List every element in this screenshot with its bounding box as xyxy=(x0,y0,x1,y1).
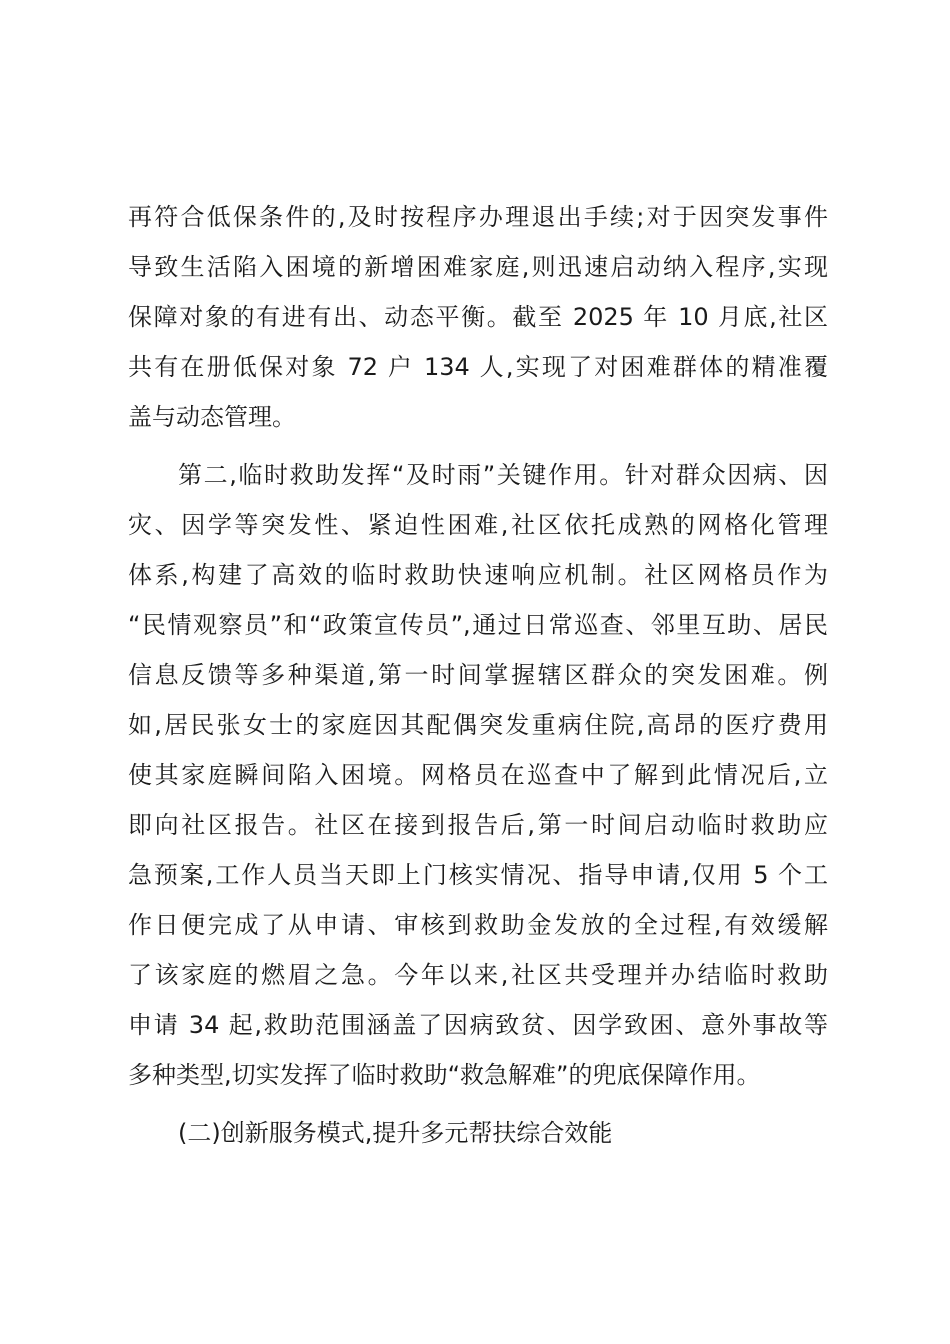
text-line: 共有在册低保对象 72 户 134 人,实现了对困难群体的精准覆 xyxy=(128,353,828,381)
text-line: 灾、因学等突发性、紧迫性困难,社区依托成熟的网格化管理 xyxy=(128,511,828,539)
text-line: 第二,临时救助发挥“及时雨”关键作用。针对群众因病、因 xyxy=(178,461,828,489)
text-line: “民情观察员”和“政策宣传员”,通过日常巡查、邻里互助、居民 xyxy=(128,611,828,639)
text-line: 即向社区报告。社区在接到报告后,第一时间启动临时救助应 xyxy=(128,811,828,839)
text-line: 急预案,工作人员当天即上门核实情况、指导申请,仅用 5 个工 xyxy=(128,861,828,889)
text-line: 作日便完成了从申请、审核到救助金发放的全过程,有效缓解 xyxy=(128,911,828,939)
text-line: 了该家庭的燃眉之急。今年以来,社区共受理并办结临时救助 xyxy=(128,961,828,989)
text-line: 保障对象的有进有出、动态平衡。截至 2025 年 10 月底,社区 xyxy=(128,303,828,331)
paragraph-temporary-relief xyxy=(128,450,828,1100)
text-line: 导致生活陷入困境的新增困难家庭,则迅速启动纳入程序,实现 xyxy=(128,253,828,281)
text-line: 使其家庭瞬间陷入困境。网格员在巡查中了解到此情况后,立 xyxy=(128,761,828,789)
section-heading xyxy=(128,1108,828,1158)
section-heading-text: (二)创新服务模式,提升多元帮扶综合效能 xyxy=(178,1119,613,1147)
document-body xyxy=(128,192,828,1158)
text-line: 如,居民张女士的家庭因其配偶突发重病住院,高昂的医疗费用 xyxy=(128,711,828,739)
text-line: 申请 34 起,救助范围涵盖了因病致贫、因学致困、意外事故等 xyxy=(128,1011,828,1039)
text-line: 再符合低保条件的,及时按程序办理退出手续;对于因突发事件 xyxy=(128,203,828,231)
paragraph-lowincome-summary xyxy=(128,192,828,442)
paragraph-spacer xyxy=(128,442,828,450)
paragraph-spacer xyxy=(128,1100,828,1108)
text-line: 体系,构建了高效的临时救助快速响应机制。社区网格员作为 xyxy=(128,561,828,589)
text-line: 多种类型,切实发挥了临时救助“救急解难”的兜底保障作用。 xyxy=(128,1061,761,1089)
text-line: 信息反馈等多种渠道,第一时间掌握辖区群众的突发困难。例 xyxy=(128,661,828,689)
text-line: 盖与动态管理。 xyxy=(128,403,296,431)
